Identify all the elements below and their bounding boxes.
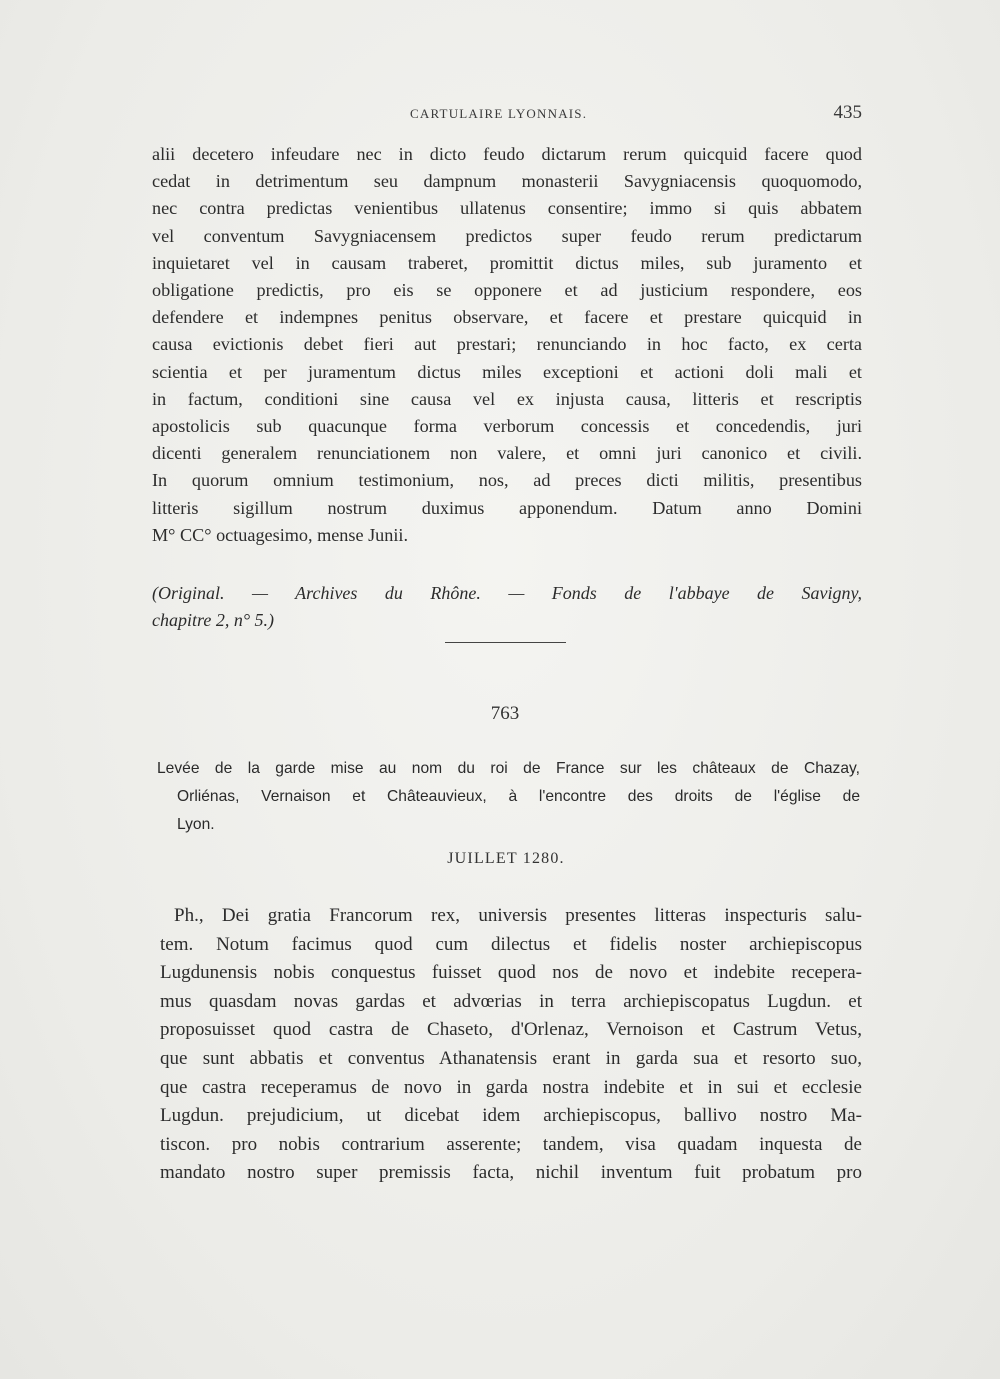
charter-line: Ph., Dei gratia Francorum rex, universis presentes litteras inspecturis salu- <box>174 905 862 926</box>
summary-line: Orliénas, Vernaison et Châteauvieux, à l'encontre des droits de l'église de <box>177 788 860 805</box>
body-line: apostolicis sub quacunque forma verborum concessis et concedendis, juri <box>152 416 862 437</box>
body-line: nec contra predictas venientibus ullatenus consentire; immo si quis abbatem <box>152 198 862 219</box>
body-line: scientia et per juramentum dictus miles exceptioni et actioni doli mali et <box>152 361 862 382</box>
charter-line: Lugdun. prejudicium, ut dicebat idem archiepiscopus, ballivo nostro Ma- <box>160 1105 862 1127</box>
charter-line: tiscon. pro nobis contrarium asserente; tandem, visa quadam inquesta de <box>160 1133 862 1155</box>
body-paragraph <box>152 141 862 549</box>
body-line: alii decetero infeudare nec in dicto feudo dictarum rerum quicquid facere quod <box>152 144 862 164</box>
body-line: inquietaret vel in causam traberet, promittit dictus miles, sub juramento et <box>152 252 862 273</box>
source-note-line: chapitre 2, n° 5.) <box>152 610 275 630</box>
body-line: litteris sigillum nostrum duximus apponendum. Datum anno Domini <box>152 497 862 518</box>
summary-line: Lyon. <box>177 816 215 833</box>
running-head <box>150 102 862 128</box>
body-line: vel conventum Savygniacensem predictos super feudo rerum predictarum <box>152 225 862 246</box>
source-note <box>152 580 862 634</box>
summary-line: Levée de la garde mise au nom du roi de France sur les châteaux de Chazay, <box>157 760 860 777</box>
section-separator <box>445 642 566 643</box>
charter-summary <box>157 755 860 839</box>
body-line: dicenti generalem renunciationem non valere, et omni juri canonico et civili. <box>152 443 862 464</box>
charter-line: que castra receperamus de novo in garda nostra indebite et in sui et ecclesie <box>160 1076 862 1098</box>
body-line: defendere et indempnes penitus observare, et facere et prestare quicquid in <box>152 307 862 328</box>
charter-line: tem. Notum facimus quod cum dilectus et fidelis noster archiepiscopus <box>160 933 862 955</box>
source-note-line: (Original. — Archives du Rhône. — Fonds de l'abbaye de Savigny, <box>152 583 862 603</box>
charter-line: mus quasdam novas gardas et advœrias in terra archiepiscopatus Lugdun. et <box>160 990 862 1012</box>
charter-line: proposuisset quod castra de Chaseto, d'Orlenaz, Vernoison et Castrum Vetus, <box>160 1019 862 1041</box>
page-number: 435 <box>833 102 862 123</box>
running-title: CARTULAIRE LYONNAIS. <box>410 106 588 121</box>
body-line: causa evictionis debet fieri aut prestari; renunciando in hoc facto, ex certa <box>152 334 862 355</box>
charter-line: que sunt abbatis et conventus Athanatensis erant in garda sua et resorto suo, <box>160 1047 862 1069</box>
body-line: in factum, conditioni sine causa vel ex injusta causa, litteris et rescriptis <box>152 388 862 409</box>
charter-text <box>160 902 862 1188</box>
body-line: cedat in detrimentum seu dampnum monasterii Savygniacensis quoquomodo, <box>152 171 862 192</box>
charter-line: mandato nostro super premissis facta, nichil inventum fuit probatum pro <box>160 1162 862 1184</box>
charter-line: Lugdunensis nobis conquestus fuisset quod nos de novo et indebite recepera- <box>160 962 862 984</box>
charter-date: JUILLET 1280. <box>447 850 565 867</box>
body-line: M° CC° octuagesimo, mense Junii. <box>152 524 409 545</box>
charter-number: 763 <box>490 703 520 724</box>
body-line: In quorum omnium testimonium, nos, ad preces dicti militis, presentibus <box>152 470 862 491</box>
body-line: obligatione predictis, pro eis se opponere et ad justicium respondere, eos <box>152 280 862 301</box>
